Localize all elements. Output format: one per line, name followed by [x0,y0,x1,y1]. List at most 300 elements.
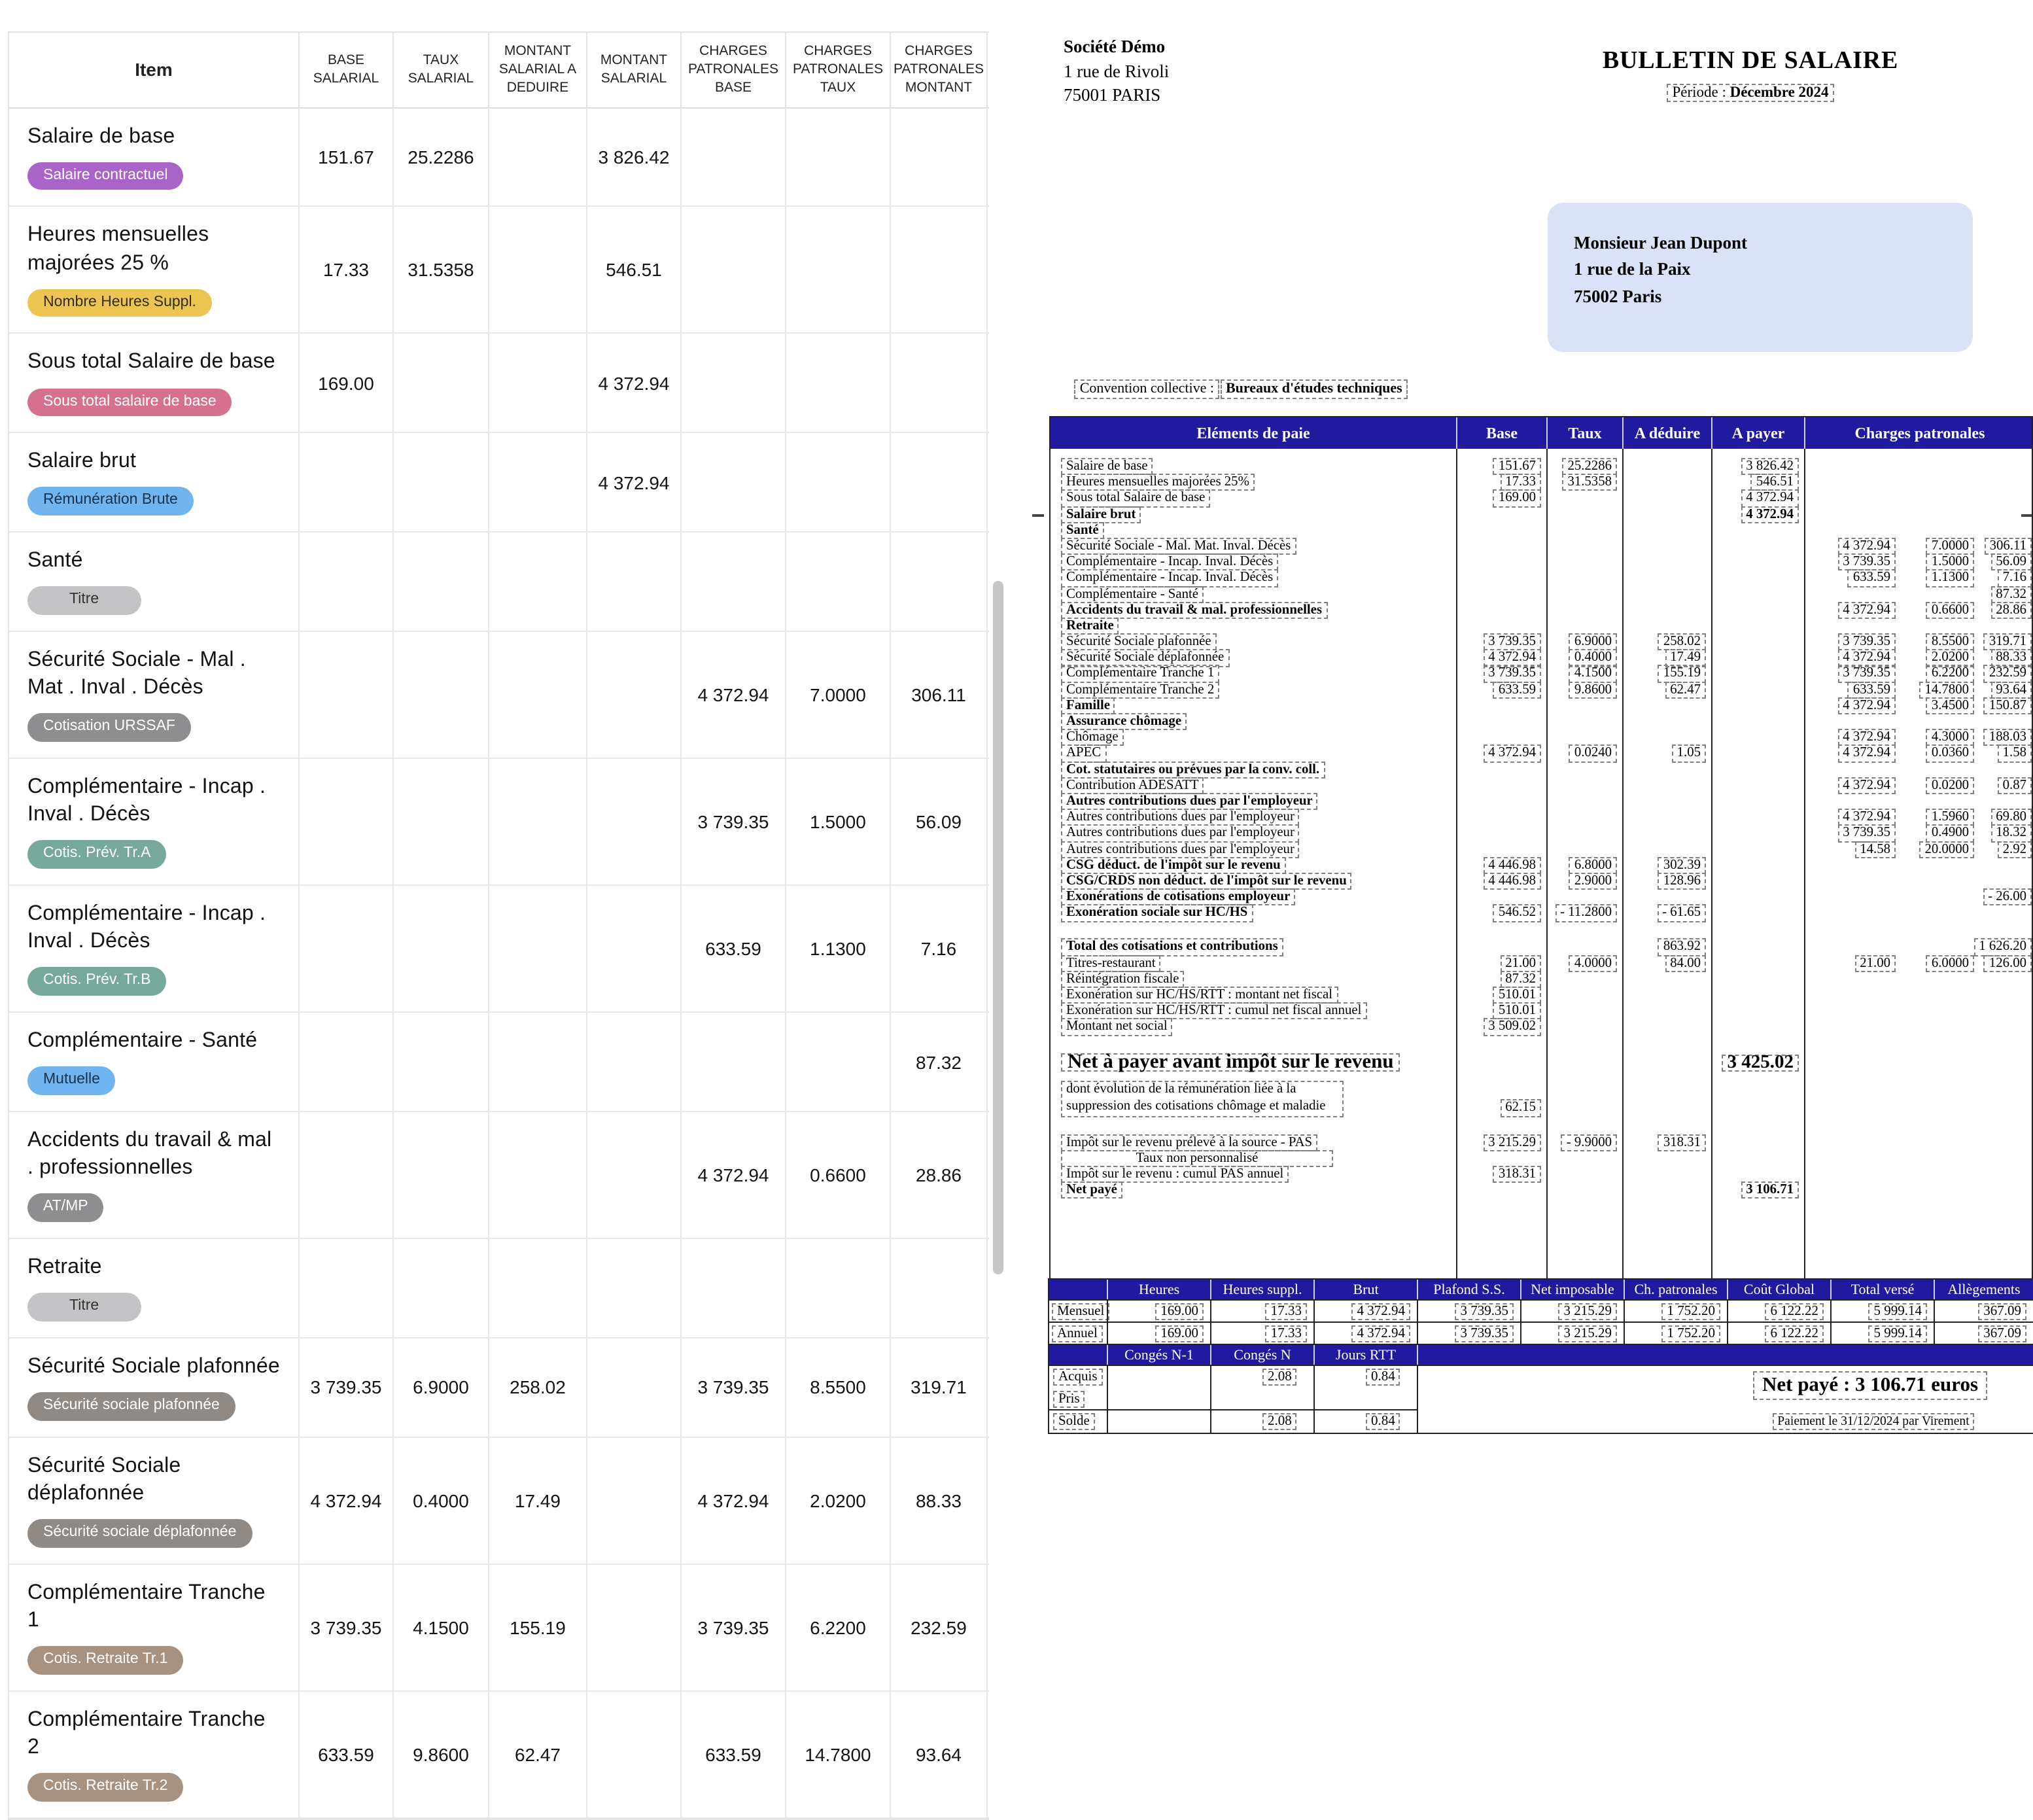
pay-value-field[interactable]: 4 372.94 [1483,745,1541,763]
item-badge[interactable]: Cotis. Retraite Tr.2 [27,1773,183,1802]
pay-label-field[interactable]: Sécurité Sociale plafonnée [1061,633,1217,651]
pay-label-field[interactable]: Autres contributions dues par l'employeur [1061,793,1318,811]
pay-label-field[interactable]: Impôt sur le revenu : cumul PAS annuel [1061,1166,1289,1183]
pay-value-field[interactable]: - 9.9000 [1561,1134,1617,1151]
item-badge[interactable]: Rémunération Brute [27,487,194,516]
pay-row [1051,490,2032,506]
pay-value-cell [1977,745,2033,763]
pay-value-field[interactable]: 0.4900 [1926,825,1974,843]
pay-label-field[interactable]: Exonération sociale sur HC/HS [1061,905,1253,922]
item-value-cell [489,759,587,884]
pay-label-field[interactable]: Impôt sur le revenu prélevé à la source - PAS [1061,1134,1317,1151]
pay-value-cell [1456,971,1546,989]
summary-value-field[interactable]: 6 122.22 [1765,1325,1824,1342]
pay-value-field[interactable]: 31.5358 [1562,474,1617,491]
pay-label-field[interactable]: Famille [1061,697,1115,715]
pay-label-field[interactable]: Chômage [1061,729,1124,746]
pay-value-field[interactable]: 9.8600 [1569,681,1617,699]
pay-value-field[interactable]: 150.87 [1984,697,2032,715]
pay-label-field[interactable]: APEC [1061,745,1106,763]
item-value-cell [587,1565,682,1690]
pay-label-field[interactable]: Net à payer avant impôt sur le revenu [1061,1054,1400,1072]
pay-value-field[interactable]: 3 215.29 [1483,1134,1541,1151]
pay-value-cell [1456,633,1546,651]
item-badge[interactable]: AT/MP [27,1194,104,1223]
item-label-cell [9,434,300,532]
summary-value-field[interactable]: 5 999.14 [1869,1303,1928,1320]
summary-value-field[interactable]: 6 122.22 [1765,1303,1824,1320]
pay-row-label-cell [1051,490,1456,508]
summary-header-2: Brut [1313,1280,1417,1299]
pay-label-field[interactable]: Santé [1061,522,1104,540]
item-value-cell [587,1692,682,1817]
item-badge[interactable]: Cotis. Prév. Tr.B [27,968,166,996]
pay-label-field[interactable]: Taux non personnalisé [1061,1150,1333,1168]
pay-value-cell [1456,1100,1546,1117]
fold-mark-left [1032,514,1044,517]
summary-value-field[interactable]: 4 372.94 [1352,1325,1411,1342]
pay-value-field[interactable]: 6.8000 [1569,856,1617,874]
pay-value-field[interactable]: 151.67 [1493,458,1541,476]
pay-value-field[interactable]: 3 509.02 [1483,1019,1541,1036]
pay-value-field[interactable]: 14.7800 [1919,681,1974,699]
pay-value-field[interactable]: 69.80 [1990,809,2032,826]
pay-value-field[interactable]: 3 739.35 [1837,825,1896,843]
pay-value-field[interactable]: 1.5960 [1926,809,1974,826]
pay-value-field[interactable]: 2.9000 [1569,873,1617,890]
pay-value-field[interactable]: 17.49 [1665,650,1706,667]
item-value-cell [300,1112,394,1238]
item-value-cell: 306.11 [891,632,988,758]
pay-value-cell [1546,633,1622,651]
pay-value-field[interactable]: 62.15 [1500,1100,1541,1117]
pay-value-field[interactable]: 318.31 [1493,1166,1541,1183]
pay-row [1051,570,2032,586]
pay-value-field[interactable]: 169.00 [1493,490,1541,508]
item-value-cell: 3 739.35 [300,1565,394,1690]
pay-row [1051,987,2032,1002]
pay-row [1051,650,2032,665]
pay-value-cell [1898,825,1977,843]
pay-value-field[interactable]: 3 739.35 [1483,633,1541,651]
item-value-cell [489,108,587,206]
conges-value-field[interactable]: 2.08 [1262,1413,1297,1430]
pay-row-label-cell [1051,905,1456,922]
pay-value-field[interactable]: - 61.65 [1657,905,1706,922]
pay-label-field[interactable]: Contribution ADESATT [1061,777,1204,795]
pay-label-field[interactable]: Heures mensuelles majorées 25% [1061,474,1255,491]
row-spacer [1051,1034,2032,1047]
pay-label-field[interactable]: Autres contributions dues par l'employeur [1061,841,1300,858]
pay-label-field[interactable]: Sous total Salaire de base [1061,490,1210,508]
pay-label-field[interactable]: Retraite [1061,618,1119,635]
summary-header-1: Heures suppl. [1210,1280,1313,1299]
pay-row [1051,954,2032,970]
item-value-cell: 151.67 [300,108,394,206]
pay-value-field[interactable]: 14.58 [1854,841,1896,858]
pay-label-field[interactable]: Salaire de base [1061,458,1153,476]
pay-value-cell [1977,841,2033,858]
payslip-title: BULLETIN DE SALAIRE [1602,47,1899,75]
summary-value-field[interactable]: 367.09 [1978,1303,2026,1320]
summary-value-cell [1934,1301,2033,1321]
pay-value-field[interactable]: 6.0000 [1926,954,1974,972]
item-value-cell [394,759,489,884]
pay-label-field[interactable]: Autres contributions dues par l'employeur [1061,825,1300,843]
pay-value-field[interactable]: 84.00 [1665,954,1706,972]
pay-value-field[interactable]: 3 739.35 [1483,665,1541,683]
pay-value-field[interactable]: 6.2200 [1926,665,1974,683]
items-table [8,31,989,1820]
pay-label-field[interactable]: Exonérations de cotisations employeur [1061,888,1295,906]
pay-value-field[interactable]: 232.59 [1984,665,2032,683]
pay-label-field[interactable]: Complémentaire - Santé [1061,586,1204,603]
pay-value-field[interactable]: 3 106.71 [1741,1181,1799,1199]
pay-value-field[interactable]: 0.0200 [1926,777,1974,795]
convention-value[interactable]: Bureaux d'études techniques [1221,379,1408,398]
summary-value-field[interactable]: 367.09 [1978,1325,2026,1342]
item-value-cell [587,1112,682,1238]
pay-value-field[interactable]: 0.0240 [1569,745,1617,763]
item-title: Retraite [27,1256,102,1279]
conges-row-label[interactable]: Solde [1053,1413,1095,1430]
pay-label-field[interactable]: Complémentaire - Incap. Inval. Décès [1061,553,1278,571]
item-value-cell [394,1112,489,1238]
pay-row [1051,538,2032,553]
column-header-item: Item [9,33,300,107]
item-value-cell: 28.86 [891,1112,988,1238]
pay-value-field[interactable]: 319.71 [1984,633,2032,651]
pay-row [1051,761,2032,777]
conges-row-label[interactable]: Acquis [1053,1369,1103,1386]
pay-value-field[interactable]: 4 446.98 [1483,856,1541,874]
pay-value-field[interactable]: 2.92 [1998,841,2032,858]
pay-label-field[interactable]: Salaire brut [1061,506,1141,523]
pay-value-field[interactable]: 6.9000 [1569,633,1617,651]
pay-value-field[interactable]: 18.32 [1990,825,2032,843]
item-value-cell [682,434,786,532]
pay-value-cell [1804,553,1898,571]
pay-value-field[interactable]: 0.87 [1998,777,2032,795]
pay-value-field[interactable]: 863.92 [1658,939,1706,956]
conges-value-field[interactable]: 2.08 [1262,1369,1297,1386]
pay-label-field[interactable]: Exonération sur HC/HS/RTT : cumul net fiscal annuel [1061,1002,1366,1020]
payment-field[interactable]: Paiement le 31/12/2024 par Virement [1772,1413,1974,1430]
item-label-cell [9,1239,300,1337]
pay-label-field[interactable]: Sécurité Sociale - Mal. Mat. Inval. Décès [1061,538,1296,555]
pay-label-field[interactable]: Net payé [1061,1181,1122,1199]
pay-value-field[interactable]: 4 372.94 [1837,601,1896,619]
item-row [9,759,989,886]
pay-value-field[interactable]: 2.0200 [1926,650,1974,667]
pay-row-label-cell [1051,474,1456,491]
pay-value-cell [1977,697,2033,715]
summary-row [1049,1321,2033,1344]
item-badge[interactable]: Titre [27,1293,141,1321]
item-badge[interactable]: Cotisation URSSAF [27,714,191,743]
pay-value-field[interactable]: 3 826.42 [1741,458,1799,476]
pay-value-field[interactable]: 306.11 [1985,538,2032,555]
pay-value-field[interactable]: 4 372.94 [1741,490,1799,508]
pay-value-field[interactable]: 1.05 [1672,745,1706,763]
summary-value-cell [1210,1301,1313,1321]
pay-row [1051,729,2032,744]
summary-value-field[interactable]: 169.00 [1155,1325,1204,1342]
scrollbar-thumb[interactable] [993,581,1003,1274]
pay-value-field[interactable]: 62.47 [1665,681,1706,699]
summary-value-cell [1107,1323,1210,1344]
pay-value-field[interactable]: 126.00 [1984,954,2032,972]
payslip-document [1047,0,2033,1433]
item-value-cell [786,1239,891,1337]
pay-row-label-cell [1051,1166,1456,1183]
pay-value-cell [1546,458,1622,476]
summary-value-cell [1210,1323,1313,1344]
item-value-cell [891,207,988,333]
summary-value-field[interactable]: 3 739.35 [1455,1325,1514,1342]
summary-label-field[interactable]: Annuel [1052,1325,1103,1342]
pay-value-cell [1898,777,1977,795]
summary-value-field[interactable]: 4 372.94 [1352,1303,1411,1320]
pay-label-field[interactable]: Accidents du travail & mal. professionnelles [1061,601,1327,619]
pay-value-field[interactable]: 633.59 [1493,681,1541,699]
summary-value-cell [1107,1301,1210,1321]
item-value-cell [587,1239,682,1337]
item-badge[interactable]: Salaire contractuel [27,162,184,190]
item-value-cell [394,1239,489,1337]
pay-value-field[interactable]: 88.33 [1990,650,2032,667]
pay-value-field[interactable]: 188.03 [1984,729,2032,746]
company-block [1064,35,1169,109]
pay-label-field[interactable]: Complémentaire Tranche 1 [1061,665,1219,683]
summary-value-cell [1830,1301,1934,1321]
pay-value-field[interactable]: 3.4500 [1926,697,1974,715]
pay-label-field[interactable]: Montant net social [1061,1019,1173,1036]
pay-value-field[interactable]: 4 372.94 [1837,745,1896,763]
summary-value-field[interactable]: 1 752.20 [1662,1325,1721,1342]
summary-label-field[interactable]: Mensuel [1052,1303,1109,1320]
pay-value-field[interactable]: 21.00 [1854,954,1896,972]
pay-value-field[interactable]: 3 425.02 [1722,1055,1799,1072]
pay-value-cell [1804,681,1898,699]
convention-label[interactable]: Convention collective : [1075,379,1219,398]
summary-value-field[interactable]: 1 752.20 [1662,1303,1721,1320]
pay-value-field[interactable]: 8.5500 [1926,633,1974,651]
item-label-cell [9,1112,300,1238]
pay-label-field[interactable]: Complémentaire Tranche 2 [1061,681,1219,699]
pay-label-field[interactable]: Assurance chômage [1061,713,1187,731]
pay-value-field[interactable]: 4 372.94 [1837,538,1896,555]
pay-value-cell [1622,1134,1711,1151]
pay-value-cell [1804,825,1898,843]
summary-header-0: Heures [1107,1280,1210,1299]
pay-value-field[interactable]: 4.1500 [1569,665,1617,683]
item-value-cell: 6.9000 [394,1339,489,1437]
pay-value-field[interactable]: 546.52 [1493,905,1541,922]
item-value-cell: 232.59 [891,1565,988,1690]
pay-value-field[interactable]: 3 739.35 [1837,633,1896,651]
summary-row-label [1049,1301,1107,1321]
item-badge[interactable]: Cotis. Prév. Tr.A [27,841,166,869]
pay-value-field[interactable]: 155.19 [1658,665,1706,683]
summary-value-field[interactable]: 17.33 [1266,1303,1307,1320]
pay-value-field[interactable]: 25.2286 [1562,458,1617,476]
pay-label-field[interactable]: Total des cotisations et contributions [1061,939,1283,956]
pay-value-field[interactable]: 4 372.94 [1837,650,1896,667]
pay-value-field[interactable]: 7.0000 [1926,538,1974,555]
summary-value-field[interactable]: 5 999.14 [1869,1325,1928,1342]
summary-value-cell [1727,1301,1830,1321]
pay-value-cell [1622,745,1711,763]
pay-label-field[interactable]: Réintégration fiscale [1061,971,1185,989]
pay-row [1051,1181,2032,1197]
pay-label-field[interactable]: CSG/CRDS non déduct. de l'impôt sur le revenu [1061,873,1352,890]
pay-value-field[interactable]: 7.16 [1998,570,2032,587]
pay-value-field[interactable]: 87.32 [1500,971,1541,989]
item-value-cell: 546.51 [587,207,682,333]
pay-value-field[interactable]: 0.4000 [1569,650,1617,667]
pay-value-field[interactable]: 0.0360 [1926,745,1974,763]
pay-value-field[interactable]: - 11.2800 [1555,905,1617,922]
conges-header-1: Congés N [1210,1345,1313,1365]
item-label-cell [9,632,300,758]
item-badge[interactable]: Mutuelle [27,1067,116,1096]
pay-row-label-cell [1051,601,1456,619]
pay-value-cell [1456,650,1546,667]
item-row [9,1239,989,1339]
item-row [9,1013,989,1112]
pay-value-cell [1622,633,1711,651]
pay-value-field[interactable]: 302.39 [1658,856,1706,874]
pay-value-field[interactable]: 4 372.94 [1483,650,1541,667]
summary-value-field[interactable]: 3 215.29 [1559,1303,1618,1320]
item-value-cell: 17.49 [489,1438,587,1564]
pay-label-field[interactable]: CSG déduct. de l'impôt sur le revenu [1061,856,1286,874]
pay-value-field[interactable]: 4.3000 [1926,729,1974,746]
pay-value-field[interactable]: 258.02 [1658,633,1706,651]
pay-value-cell [1546,650,1622,667]
pay-value-field[interactable]: 546.51 [1751,474,1799,491]
summary-value-field[interactable]: 3 215.29 [1559,1325,1618,1342]
payslip-title-block [1554,47,1947,102]
pay-value-field[interactable]: 3 739.35 [1837,665,1896,683]
scrollbar-track[interactable] [990,31,1006,1424]
item-badge[interactable]: Cotis. Retraite Tr.1 [27,1646,183,1675]
pay-label-field[interactable]: Sécurité Sociale déplafonnée [1061,650,1229,667]
pay-label-field[interactable]: Complémentaire - Incap. Inval. Décès [1061,570,1278,587]
item-value-cell [891,108,988,206]
item-title: Sous total Salaire de base [27,351,275,374]
row-spacer [1051,1118,2032,1134]
pay-row [1051,1019,2032,1034]
item-value-cell [786,533,891,631]
pay-row [1051,809,2032,824]
pay-label-field[interactable]: dont évolution de la rémunération liée à la suppression des cotisations chômage et maladie [1061,1081,1344,1117]
item-value-cell: 169.00 [300,334,394,432]
pay-row [1051,793,2032,809]
pay-value-cell [1977,954,2033,972]
pay-value-cell [1977,665,2033,683]
pay-value-field[interactable]: 21.00 [1500,954,1541,972]
pay-row-label-cell [1051,618,1456,635]
pay-value-cell [1456,1166,1546,1183]
summary-value-field[interactable]: 169.00 [1155,1303,1204,1320]
item-badge[interactable]: Sécurité sociale déplafonnée [27,1519,252,1548]
item-value-cell: 4 372.94 [587,434,682,532]
pay-value-field[interactable]: 28.86 [1990,601,2032,619]
pay-value-field[interactable]: 3 739.35 [1837,553,1896,571]
pay-row-label-cell [1051,971,1456,989]
pay-label-field[interactable]: Autres contributions dues par l'employeur [1061,809,1300,826]
pay-value-field[interactable]: 4.0000 [1569,954,1617,972]
summary-row [1049,1299,2033,1321]
item-badge[interactable]: Sous total salaire de base [27,388,232,417]
pay-value-field[interactable]: 4 446.98 [1483,873,1541,890]
item-value-cell [587,632,682,758]
pay-value-field[interactable]: 128.96 [1658,873,1706,890]
summary-value-field[interactable]: 17.33 [1266,1325,1307,1342]
pay-value-field[interactable]: 633.59 [1848,570,1896,587]
pay-label-field[interactable]: Cot. statutaires ou prévues par la conv. coll. [1061,761,1325,779]
pay-value-field[interactable]: 4 372.94 [1837,809,1896,826]
pay-value-field[interactable]: 4 372.94 [1837,729,1896,746]
pay-value-field[interactable]: 318.31 [1658,1134,1706,1151]
pay-value-cell [1898,553,1977,571]
pay-value-field[interactable]: 4 372.94 [1837,777,1896,795]
conges-header-fill [1417,1345,2033,1365]
item-badge[interactable]: Sécurité sociale plafonnée [27,1392,235,1421]
convention-line [1047,379,1518,401]
pay-value-field[interactable]: 0.6600 [1926,601,1974,619]
summary-header-8: Allègements [1934,1280,2033,1299]
conges-value-field[interactable]: 0.84 [1366,1369,1400,1386]
pay-value-field[interactable]: 17.33 [1500,474,1541,491]
period-field[interactable] [1554,84,1947,102]
pay-value-field[interactable]: 20.0000 [1919,841,1974,858]
pay-value-field[interactable]: 510.01 [1493,1002,1541,1020]
item-badge[interactable]: Nombre Heures Suppl. [27,289,212,317]
pay-value-field[interactable]: - 26.00 [1983,888,2032,906]
pay-value-field[interactable]: 4 372.94 [1741,506,1799,523]
pay-value-field[interactable]: 1.58 [1998,745,2032,763]
pay-row-label-cell [1051,888,1456,906]
pay-value-field[interactable]: 93.64 [1990,681,2032,699]
pay-value-cell [1977,777,2033,795]
pay-value-field[interactable]: 4 372.94 [1837,697,1896,715]
pay-value-field[interactable]: 1.5000 [1926,553,1974,571]
period-label: Période : [1672,85,1726,101]
item-badge[interactable]: Titre [27,587,141,616]
summary-value-field[interactable]: 3 739.35 [1455,1303,1514,1320]
pay-value-field[interactable]: 633.59 [1848,681,1896,699]
conges-row-label[interactable]: Pris [1053,1391,1085,1408]
pay-label-field[interactable]: Titres-restaurant [1061,954,1161,972]
net-paye-field[interactable]: Net payé : 3 106.71 euros [1753,1371,1987,1400]
pay-value-field[interactable]: 1.1300 [1926,570,1974,587]
pay-value-field[interactable]: 1 626.20 [1973,939,2032,956]
pay-value-cell [1898,745,1977,763]
pay-header-2: Taux [1546,417,1622,449]
pay-label-field[interactable]: Exonération sur HC/HS/RTT : montant net fiscal [1061,987,1338,1004]
pay-elements-table [1049,416,2033,1278]
pay-value-field[interactable]: 56.09 [1990,553,2032,571]
pay-value-cell [1898,681,1977,699]
item-label-cell [9,1339,300,1437]
pay-value-field[interactable]: 510.01 [1493,987,1541,1004]
conges-value-field[interactable]: 0.84 [1366,1413,1400,1430]
pay-value-field[interactable]: 87.32 [1990,586,2032,603]
column-header-5: CHARGES PATRONALES BASE [682,33,786,107]
